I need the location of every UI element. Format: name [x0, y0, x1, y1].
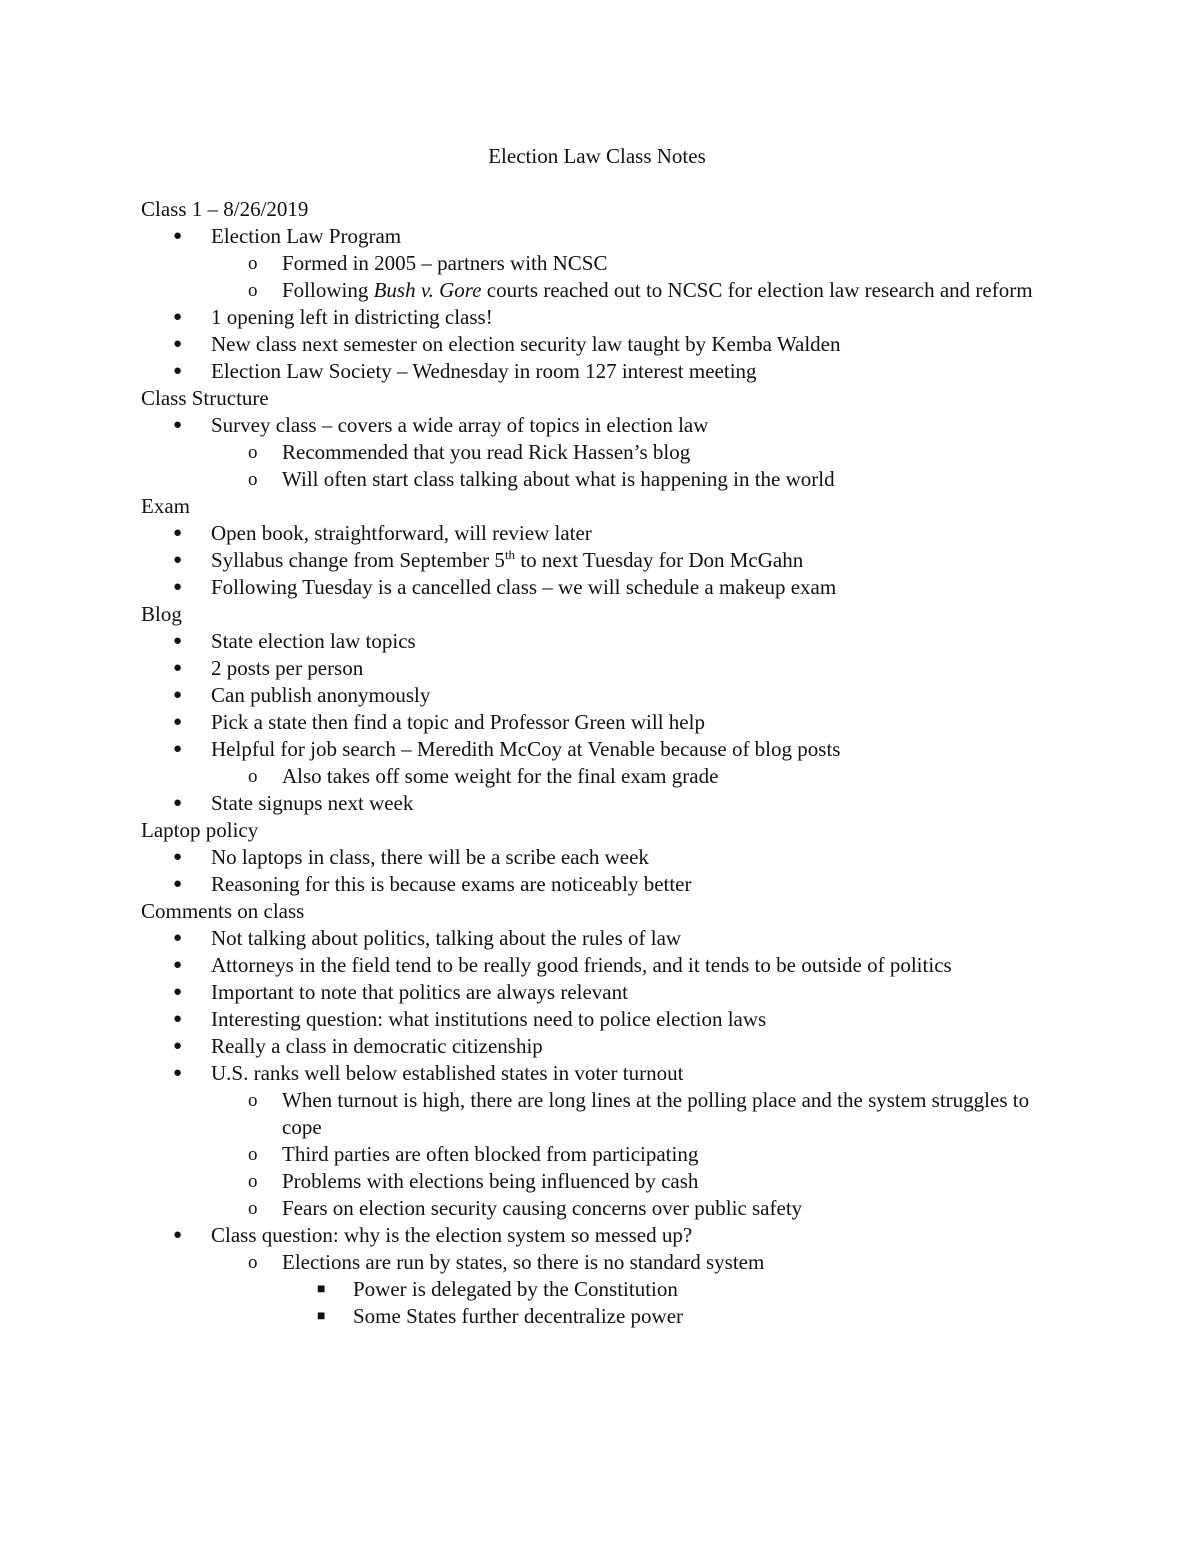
item-text: Interesting question: what institutions need to police election laws — [211, 1007, 767, 1031]
list-item — [141, 547, 1071, 574]
item-text: Not talking about politics, talking about the rules of law — [211, 926, 682, 950]
section-heading-class-structure: Class Structure — [141, 386, 269, 410]
section-heading-laptop-policy: Laptop policy — [141, 818, 259, 842]
list-item — [141, 763, 1071, 790]
section-list-exam — [141, 520, 1071, 601]
list-item — [141, 520, 1071, 547]
section-heading-class-1: Class 1 – 8/26/2019 — [141, 197, 309, 221]
bullet-icon: ● — [173, 228, 183, 244]
list-item — [141, 1033, 1071, 1060]
section-list-blog — [141, 628, 1071, 817]
circle-bullet-icon: o — [248, 442, 258, 463]
list-item — [141, 1195, 1071, 1222]
bullet-icon: ● — [173, 876, 183, 892]
bullet-icon: ● — [173, 336, 183, 352]
ordinal-superscript: th — [504, 547, 516, 562]
bullet-icon: ● — [173, 363, 183, 379]
item-text: 1 opening left in districting class! — [211, 305, 493, 329]
section-heading-blog: Blog — [141, 602, 182, 626]
list-item — [141, 682, 1071, 709]
list-item — [141, 304, 1071, 331]
bullet-icon: ● — [173, 957, 183, 973]
list-item — [141, 790, 1071, 817]
list-item — [141, 466, 1071, 493]
item-text: Following Tuesday is a cancelled class – we will schedule a makeup exam — [211, 575, 837, 599]
item-text: Election Law Program — [211, 224, 402, 248]
section-heading-comments-on-class: Comments on class — [141, 899, 305, 923]
bullet-icon: ● — [173, 741, 183, 757]
list-item — [141, 223, 1071, 250]
item-text: Formed in 2005 – partners with NCSC — [282, 251, 608, 275]
list-item — [141, 331, 1071, 358]
bullet-icon: ● — [173, 1038, 183, 1054]
circle-bullet-icon: o — [248, 1144, 258, 1165]
item-text: Recommended that you read Rick Hassen’s blog — [282, 440, 691, 464]
item-text: Third parties are often blocked from participating — [282, 1142, 699, 1166]
list-item — [141, 1222, 1071, 1249]
case-name: Bush v. Gore — [373, 278, 482, 302]
circle-bullet-icon: o — [248, 469, 258, 490]
document-body — [141, 196, 1071, 1330]
list-item — [141, 952, 1071, 979]
item-text-continued: to next Tuesday for Don McGahn — [515, 548, 804, 572]
square-bullet-icon: ■ — [317, 1282, 326, 1297]
item-text: State signups next week — [211, 791, 414, 815]
list-item — [141, 1060, 1071, 1087]
bullet-icon: ● — [173, 849, 183, 865]
list-item — [141, 439, 1071, 466]
item-text: Important to note that politics are always relevant — [211, 980, 628, 1004]
bullet-icon: ● — [173, 1065, 183, 1081]
list-item — [141, 1276, 1071, 1303]
circle-bullet-icon: o — [248, 1090, 258, 1111]
item-text: New class next semester on election security law taught by Kemba Walden — [211, 332, 841, 356]
item-text: Election Law Society – Wednesday in room 127 interest meeting — [211, 359, 757, 383]
bullet-icon: ● — [173, 795, 183, 811]
bullet-icon: ● — [173, 660, 183, 676]
list-item — [141, 1006, 1071, 1033]
bullet-icon: ● — [173, 417, 183, 433]
item-text: Really a class in democratic citizenship — [211, 1034, 543, 1058]
item-text: No laptops in class, there will be a scribe each week — [211, 845, 649, 869]
item-text: Class question: why is the election system so messed up? — [211, 1223, 693, 1247]
list-item — [141, 655, 1071, 682]
item-text: Power is delegated by the Constitution — [353, 1277, 678, 1301]
item-text: Open book, straightforward, will review later — [211, 521, 592, 545]
list-item — [141, 871, 1071, 898]
section-heading-exam: Exam — [141, 494, 190, 518]
list-item — [141, 358, 1071, 385]
bullet-icon: ● — [173, 714, 183, 730]
list-item — [141, 1249, 1071, 1276]
item-text: Pick a state then find a topic and Professor Green will help — [211, 710, 705, 734]
section-list-class-1 — [141, 223, 1071, 385]
item-text: Can publish anonymously — [211, 683, 431, 707]
circle-bullet-icon: o — [248, 253, 258, 274]
list-item — [141, 925, 1071, 952]
list-item — [141, 1168, 1071, 1195]
circle-bullet-icon: o — [248, 1252, 258, 1273]
item-text-continued: courts reached out to NCSC for election law research and reform — [481, 278, 1033, 302]
bullet-icon: ● — [173, 984, 183, 1000]
item-text: When turnout is high, there are long lines at the polling place and the system struggles to cope — [282, 1088, 1030, 1139]
list-item — [141, 1087, 1071, 1141]
square-bullet-icon: ■ — [317, 1309, 326, 1324]
bullet-icon: ● — [173, 309, 183, 325]
bullet-icon: ● — [173, 633, 183, 649]
bullet-icon: ● — [173, 579, 183, 595]
item-text: U.S. ranks well below established states in voter turnout — [211, 1061, 684, 1085]
item-text: Syllabus change from September 5 — [211, 548, 505, 572]
bullet-icon: ● — [173, 552, 183, 568]
section-list-comments-on-class — [141, 925, 1071, 1330]
bullet-icon: ● — [173, 1011, 183, 1027]
circle-bullet-icon: o — [248, 1198, 258, 1219]
circle-bullet-icon: o — [248, 766, 258, 787]
list-item — [141, 1141, 1071, 1168]
list-item — [141, 1303, 1071, 1330]
item-text: Will often start class talking about what is happening in the world — [282, 467, 835, 491]
document-title: Election Law Class Notes — [488, 144, 706, 168]
section-list-class-structure — [141, 412, 1071, 493]
item-text: State election law topics — [211, 629, 416, 653]
item-text: Helpful for job search – Meredith McCoy at Venable because of blog posts — [211, 737, 841, 761]
list-item — [141, 979, 1071, 1006]
item-text: Attorneys in the field tend to be really good friends, and it tends to be outside of politics — [211, 953, 952, 977]
list-item — [141, 250, 1071, 277]
bullet-icon: ● — [173, 930, 183, 946]
item-text: 2 posts per person — [211, 656, 364, 680]
bullet-icon: ● — [173, 687, 183, 703]
item-text: Survey class – covers a wide array of topics in election law — [211, 413, 709, 437]
list-item — [141, 844, 1071, 871]
list-item — [141, 628, 1071, 655]
item-text: Some States further decentralize power — [353, 1304, 684, 1328]
circle-bullet-icon: o — [248, 1171, 258, 1192]
circle-bullet-icon: o — [248, 280, 258, 301]
list-item — [141, 412, 1071, 439]
item-text: Following — [282, 278, 374, 302]
bullet-icon: ● — [173, 1227, 183, 1243]
list-item — [141, 277, 1071, 304]
item-text: Also takes off some weight for the final exam grade — [282, 764, 719, 788]
list-item — [141, 736, 1071, 763]
list-item — [141, 574, 1071, 601]
list-item — [141, 709, 1071, 736]
section-list-laptop-policy — [141, 844, 1071, 898]
item-text: Reasoning for this is because exams are noticeably better — [211, 872, 692, 896]
bullet-icon: ● — [173, 525, 183, 541]
item-text: Elections are run by states, so there is no standard system — [282, 1250, 765, 1274]
item-text: Fears on election security causing concerns over public safety — [282, 1196, 803, 1220]
item-text: Problems with elections being influenced by cash — [282, 1169, 699, 1193]
